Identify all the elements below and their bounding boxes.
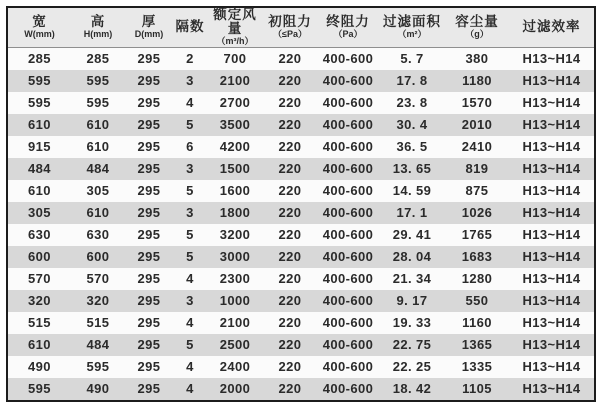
- cell-thickness: 295: [137, 315, 161, 331]
- header-row: [7, 7, 595, 47]
- col-title-filter-area: 过滤面积: [383, 14, 441, 30]
- cell-rated-airflow: 2700: [219, 95, 251, 111]
- cell-height: 490: [86, 381, 110, 397]
- cell-filtration-efficiency: H13~H14: [522, 183, 581, 199]
- col-unit-dust-holding-capacity: （g）: [465, 29, 489, 40]
- cell-width: 610: [28, 183, 51, 199]
- cell-dust-holding-capacity: 2410: [461, 139, 493, 155]
- col-title-filtration-efficiency: 过滤效率: [522, 19, 581, 35]
- cell-dust-holding-capacity: 380: [465, 51, 489, 67]
- table-row: [7, 356, 595, 378]
- cell-final-resistance: 400-600: [322, 95, 374, 111]
- table-row: [7, 114, 595, 136]
- cell-final-resistance: 400-600: [322, 139, 374, 155]
- table-row: [7, 312, 595, 334]
- cell-dust-holding-capacity: 1365: [461, 337, 493, 353]
- cell-thickness: 295: [137, 227, 161, 243]
- cell-final-resistance: 400-600: [322, 293, 374, 309]
- cell-separator-count: 5: [186, 117, 194, 133]
- cell-initial-resistance: 220: [278, 227, 302, 243]
- cell-separator-count: 5: [186, 337, 194, 353]
- cell-thickness: 295: [137, 183, 161, 199]
- cell-separator-count: 5: [186, 227, 194, 243]
- cell-rated-airflow: 2000: [219, 381, 251, 397]
- col-header-dust-holding-capacity: [445, 7, 509, 47]
- cell-thickness: 295: [137, 139, 161, 155]
- col-unit-width: W(mm): [24, 29, 55, 40]
- cell-initial-resistance: 220: [278, 161, 302, 177]
- cell-initial-resistance: 220: [278, 359, 302, 375]
- cell-thickness: 295: [137, 249, 161, 265]
- cell-filtration-efficiency: H13~H14: [522, 139, 581, 155]
- cell-final-resistance: 400-600: [322, 227, 374, 243]
- col-title-dust-holding-capacity: 容尘量: [455, 14, 499, 30]
- cell-rated-airflow: 1600: [219, 183, 251, 199]
- table-row: [7, 158, 595, 180]
- cell-width: 600: [28, 249, 51, 265]
- cell-rated-airflow: 1800: [219, 205, 251, 221]
- cell-dust-holding-capacity: 2010: [461, 117, 493, 133]
- cell-filtration-efficiency: H13~H14: [522, 95, 581, 111]
- cell-initial-resistance: 220: [278, 51, 302, 67]
- cell-separator-count: 5: [186, 249, 194, 265]
- cell-width: 915: [28, 139, 51, 155]
- cell-filtration-efficiency: H13~H14: [522, 381, 581, 397]
- cell-initial-resistance: 220: [278, 271, 302, 287]
- col-header-initial-resistance: [263, 7, 317, 47]
- table-row: [7, 70, 595, 92]
- cell-filtration-efficiency: H13~H14: [522, 359, 581, 375]
- cell-dust-holding-capacity: 1280: [461, 271, 493, 287]
- cell-dust-holding-capacity: 875: [465, 183, 489, 199]
- cell-thickness: 295: [137, 293, 161, 309]
- cell-final-resistance: 400-600: [322, 161, 374, 177]
- cell-height: 570: [86, 271, 110, 287]
- cell-dust-holding-capacity: 819: [465, 161, 489, 177]
- cell-filtration-efficiency: H13~H14: [522, 293, 581, 309]
- cell-separator-count: 5: [186, 183, 194, 199]
- cell-filter-area: 28. 04: [392, 249, 432, 265]
- cell-separator-count: 4: [186, 359, 194, 375]
- cell-filtration-efficiency: H13~H14: [522, 117, 581, 133]
- col-header-final-resistance: [317, 7, 379, 47]
- table-row: [7, 202, 595, 224]
- table-row: [7, 47, 595, 70]
- cell-width: 630: [28, 227, 51, 243]
- cell-height: 600: [86, 249, 110, 265]
- table-row: [7, 290, 595, 312]
- cell-separator-count: 4: [186, 95, 194, 111]
- cell-height: 595: [86, 73, 110, 89]
- table-header: [7, 7, 595, 47]
- cell-thickness: 295: [137, 161, 161, 177]
- col-title-rated-airflow: 额定风量: [213, 7, 257, 37]
- table-row: [7, 246, 595, 268]
- cell-height: 610: [86, 139, 110, 155]
- cell-final-resistance: 400-600: [322, 271, 374, 287]
- col-title-width: 宽: [32, 14, 47, 30]
- cell-dust-holding-capacity: 1570: [461, 95, 493, 111]
- cell-dust-holding-capacity: 1335: [461, 359, 493, 375]
- cell-filter-area: 19. 33: [392, 315, 432, 331]
- cell-height: 595: [86, 95, 110, 111]
- cell-filter-area: 17. 1: [396, 205, 428, 221]
- cell-height: 630: [86, 227, 110, 243]
- col-unit-initial-resistance: （≤Pa）: [273, 29, 307, 40]
- cell-thickness: 295: [137, 381, 161, 397]
- cell-final-resistance: 400-600: [322, 205, 374, 221]
- cell-dust-holding-capacity: 1683: [461, 249, 493, 265]
- table-row: [7, 268, 595, 290]
- cell-rated-airflow: 3200: [219, 227, 251, 243]
- cell-width: 515: [28, 315, 51, 331]
- cell-final-resistance: 400-600: [322, 337, 374, 353]
- table-row: [7, 92, 595, 114]
- cell-final-resistance: 400-600: [322, 315, 374, 331]
- cell-width: 490: [28, 359, 51, 375]
- table-row: [7, 334, 595, 356]
- cell-filter-area: 22. 75: [392, 337, 432, 353]
- cell-thickness: 295: [137, 359, 161, 375]
- cell-separator-count: 3: [186, 73, 194, 89]
- cell-thickness: 295: [137, 117, 161, 133]
- cell-dust-holding-capacity: 1160: [462, 315, 492, 331]
- col-header-filter-area: [379, 7, 445, 47]
- cell-width: 595: [28, 381, 51, 397]
- col-title-separator-count: 隔数: [175, 19, 205, 35]
- cell-width: 610: [28, 337, 51, 353]
- cell-rated-airflow: 2100: [219, 73, 251, 89]
- cell-filtration-efficiency: H13~H14: [522, 51, 581, 67]
- cell-dust-holding-capacity: 1105: [462, 381, 492, 397]
- cell-thickness: 295: [137, 205, 161, 221]
- cell-width: 285: [28, 51, 51, 67]
- cell-filter-area: 18. 42: [392, 381, 432, 397]
- cell-initial-resistance: 220: [278, 315, 302, 331]
- col-unit-thickness: D(mm): [134, 29, 164, 40]
- cell-height: 285: [86, 51, 110, 67]
- cell-separator-count: 4: [186, 381, 194, 397]
- col-header-height: [71, 7, 125, 47]
- cell-rated-airflow: 1500: [219, 161, 251, 177]
- cell-filtration-efficiency: H13~H14: [522, 249, 581, 265]
- col-header-separator-count: [173, 7, 207, 47]
- col-title-final-resistance: 终阻力: [326, 14, 370, 30]
- cell-height: 484: [86, 337, 110, 353]
- cell-initial-resistance: 220: [278, 381, 302, 397]
- cell-dust-holding-capacity: 1765: [461, 227, 493, 243]
- cell-width: 484: [28, 161, 51, 177]
- cell-filtration-efficiency: H13~H14: [522, 337, 581, 353]
- table-row: [7, 180, 595, 202]
- cell-final-resistance: 400-600: [322, 381, 374, 397]
- cell-rated-airflow: 1000: [219, 293, 251, 309]
- cell-rated-airflow: 3500: [219, 117, 251, 133]
- cell-filter-area: 21. 34: [392, 271, 432, 287]
- cell-filtration-efficiency: H13~H14: [522, 315, 581, 331]
- cell-dust-holding-capacity: 1026: [461, 205, 493, 221]
- cell-width: 305: [28, 205, 51, 221]
- cell-rated-airflow: 2100: [219, 315, 251, 331]
- col-unit-final-resistance: （Pa）: [333, 29, 363, 40]
- cell-rated-airflow: 2400: [219, 359, 251, 375]
- table-row: [7, 136, 595, 158]
- col-header-thickness: [125, 7, 173, 47]
- cell-thickness: 295: [137, 95, 161, 111]
- cell-filter-area: 36. 5: [396, 139, 428, 155]
- cell-separator-count: 4: [186, 315, 194, 331]
- col-title-initial-resistance: 初阻力: [268, 14, 312, 30]
- cell-final-resistance: 400-600: [322, 73, 374, 89]
- cell-thickness: 295: [137, 73, 161, 89]
- cell-height: 305: [86, 183, 110, 199]
- cell-width: 570: [28, 271, 51, 287]
- cell-final-resistance: 400-600: [322, 249, 374, 265]
- cell-final-resistance: 400-600: [322, 359, 374, 375]
- cell-final-resistance: 400-600: [322, 117, 374, 133]
- cell-dust-holding-capacity: 1180: [462, 73, 492, 89]
- cell-filter-area: 29. 41: [392, 227, 432, 243]
- cell-initial-resistance: 220: [278, 73, 302, 89]
- col-header-filtration-efficiency: [509, 7, 595, 47]
- cell-separator-count: 6: [186, 139, 194, 155]
- cell-height: 610: [86, 117, 110, 133]
- cell-filter-area: 9. 17: [396, 293, 428, 309]
- cell-filtration-efficiency: H13~H14: [522, 73, 581, 89]
- cell-initial-resistance: 220: [278, 139, 302, 155]
- cell-initial-resistance: 220: [278, 205, 302, 221]
- cell-height: 610: [86, 205, 110, 221]
- cell-width: 610: [28, 117, 51, 133]
- cell-dust-holding-capacity: 550: [465, 293, 489, 309]
- cell-width: 595: [28, 73, 51, 89]
- cell-height: 320: [86, 293, 110, 309]
- cell-filtration-efficiency: H13~H14: [522, 271, 581, 287]
- cell-initial-resistance: 220: [278, 337, 302, 353]
- cell-final-resistance: 400-600: [322, 51, 374, 67]
- cell-filter-area: 13. 65: [392, 161, 432, 177]
- cell-final-resistance: 400-600: [322, 183, 374, 199]
- cell-separator-count: 3: [186, 293, 194, 309]
- cell-filter-area: 5. 7: [400, 51, 424, 67]
- cell-rated-airflow: 4200: [219, 139, 251, 155]
- col-unit-rated-airflow: （m³/h）: [216, 36, 254, 47]
- cell-height: 515: [86, 315, 110, 331]
- table-body: [7, 47, 595, 401]
- cell-filter-area: 22. 25: [392, 359, 432, 375]
- cell-thickness: 295: [137, 337, 161, 353]
- col-title-height: 高: [90, 14, 106, 30]
- cell-initial-resistance: 220: [278, 293, 302, 309]
- cell-separator-count: 2: [186, 51, 194, 67]
- cell-initial-resistance: 220: [278, 183, 302, 199]
- cell-width: 320: [28, 293, 51, 309]
- col-header-width: [7, 7, 71, 47]
- col-unit-filter-area: （m²）: [397, 29, 427, 40]
- cell-initial-resistance: 220: [278, 95, 302, 111]
- cell-initial-resistance: 220: [278, 249, 302, 265]
- cell-separator-count: 3: [186, 161, 194, 177]
- cell-separator-count: 4: [186, 271, 194, 287]
- table-row: [7, 378, 595, 401]
- cell-filter-area: 14. 59: [392, 183, 432, 199]
- cell-filter-area: 23. 8: [396, 95, 428, 111]
- cell-rated-airflow: 2300: [219, 271, 251, 287]
- col-title-thickness: 厚: [141, 14, 157, 30]
- cell-height: 484: [86, 161, 110, 177]
- cell-filter-area: 30. 4: [396, 117, 428, 133]
- filter-spec-table: [6, 6, 596, 402]
- cell-thickness: 295: [137, 271, 161, 287]
- cell-rated-airflow: 3000: [219, 249, 251, 265]
- cell-rated-airflow: 2500: [219, 337, 251, 353]
- cell-initial-resistance: 220: [278, 117, 302, 133]
- cell-filtration-efficiency: H13~H14: [522, 205, 581, 221]
- cell-height: 595: [86, 359, 110, 375]
- cell-filtration-efficiency: H13~H14: [522, 161, 581, 177]
- cell-separator-count: 3: [186, 205, 194, 221]
- cell-filtration-efficiency: H13~H14: [522, 227, 581, 243]
- cell-filter-area: 17. 8: [396, 73, 428, 89]
- col-unit-height: H(mm): [83, 29, 113, 40]
- cell-thickness: 295: [137, 51, 161, 67]
- cell-rated-airflow: 700: [223, 51, 247, 67]
- table-row: [7, 224, 595, 246]
- cell-width: 595: [28, 95, 51, 111]
- col-header-rated-airflow: [207, 7, 263, 47]
